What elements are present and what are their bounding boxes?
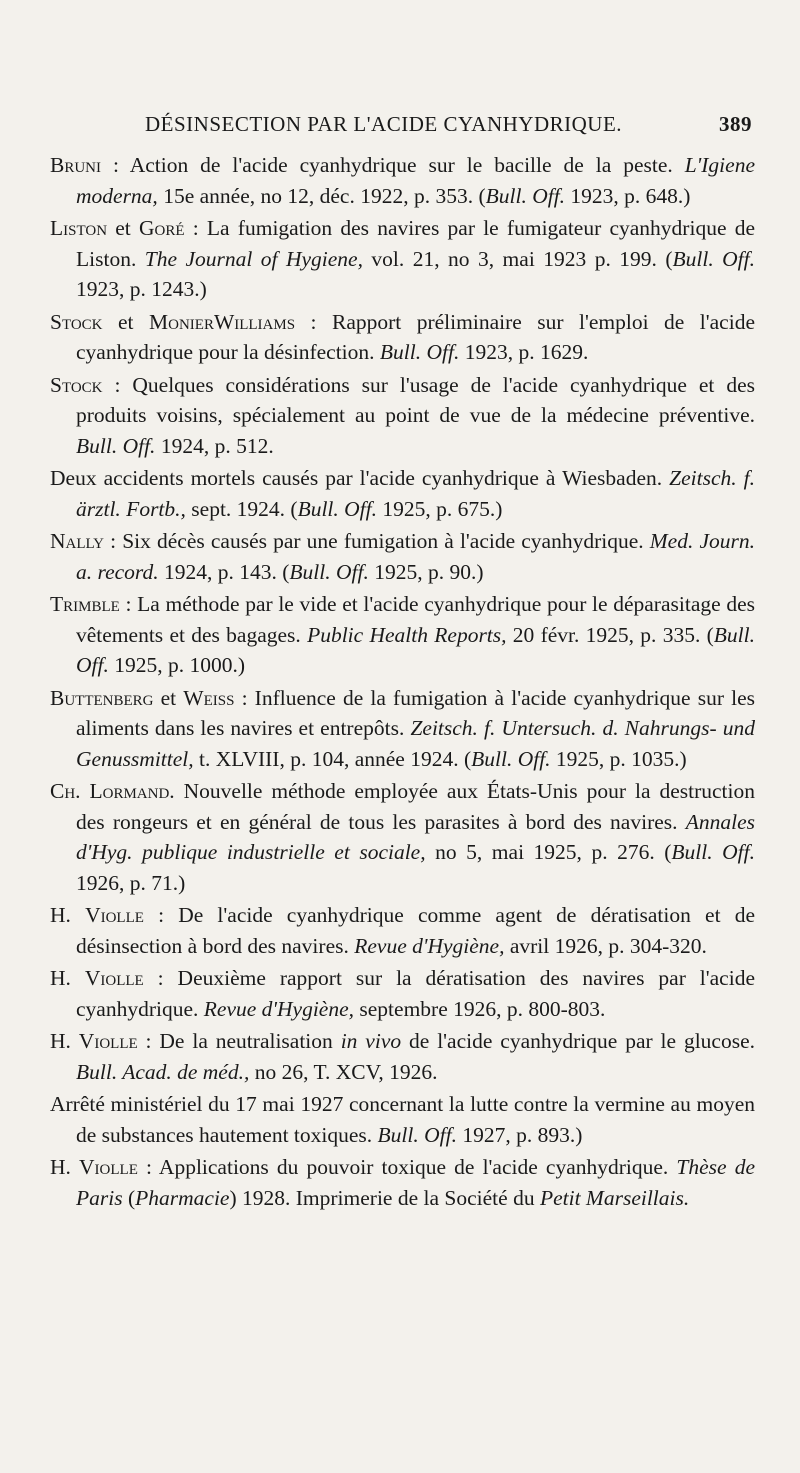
entry-text: : Quelques considérations sur l'usage de l'acide cyanhydrique et des produits voisins, spécialement au point de vue de la médecine préventive. xyxy=(76,372,755,427)
entry-text: 1925, p. 1000.) xyxy=(108,653,246,677)
running-header xyxy=(145,112,752,146)
entry-text: : Applications du pouvoir toxique de l'acide cyanhydrique. xyxy=(137,1155,677,1179)
entry-text: : Action de l'acide cyanhydrique sur le bacille de la peste. xyxy=(101,153,685,177)
bibliography-entry xyxy=(50,463,755,524)
author-name: Violle xyxy=(79,1155,138,1179)
author-name: MonierWilliams xyxy=(149,309,296,334)
bibliography-entry xyxy=(50,307,755,368)
bibliography-entry xyxy=(50,213,755,305)
running-title: DÉSINSECTION PAR L'ACIDE CYANHYDRIQUE. xyxy=(145,112,623,136)
entry-text: ) 1928. Imprimerie de la Société du xyxy=(229,1185,540,1210)
author-name: Liston xyxy=(50,216,108,240)
source-title: Public Health Reports, xyxy=(307,622,507,647)
entry-text: 15e année, no 12, déc. 1922, p. 353. ( xyxy=(157,183,486,208)
entry-text: t. XLVIII, p. 104, année 1924. ( xyxy=(193,746,472,771)
entry-text: et xyxy=(102,309,149,334)
source-title: Bull. Off. xyxy=(76,622,755,677)
source-title: Zeitsch. f. ärztl. Fortb., xyxy=(76,466,755,521)
bibliography-entry xyxy=(50,963,755,1024)
entry-text: de l'acide cyanhydrique par le glucose. xyxy=(401,1029,755,1053)
source-title: Bull. Off. xyxy=(485,183,566,208)
entry-text: H. xyxy=(50,903,86,927)
entry-text: 1923, p. 648.) xyxy=(565,183,691,208)
source-title: Bull. Off. xyxy=(379,340,460,364)
entry-text: Arrêté ministériel du 17 mai 1927 concernant la lutte contre la vermine au moyen de substances hautement toxiques. xyxy=(50,1092,755,1147)
author-name: Goré xyxy=(138,216,185,240)
entry-text: et xyxy=(107,216,139,240)
author-name: Trimble xyxy=(50,592,120,616)
entry-text: 20 févr. 1925, p. 335. ( xyxy=(506,622,714,647)
source-title: Bull. Off. xyxy=(377,1122,457,1147)
bibliography-entry xyxy=(50,1152,755,1213)
source-title: Petit Marseillais. xyxy=(539,1185,690,1210)
entry-text: 1927, p. 893.) xyxy=(456,1122,583,1147)
source-title: Annales d'Hyg. publique industrielle et sociale, xyxy=(76,809,755,864)
entry-text: et xyxy=(153,685,184,710)
source-title: Bull. Off. xyxy=(297,496,378,521)
author-name: Nally xyxy=(50,529,105,553)
bibliography-entry xyxy=(50,900,755,961)
entry-text: 1925, p. 675.) xyxy=(377,496,503,521)
entry-text: no 5, mai 1925, p. 276. ( xyxy=(425,840,672,864)
entry-text: 1924, p. 143. ( xyxy=(158,559,290,584)
bibliography-entry xyxy=(50,1089,755,1150)
entry-text: vol. 21, no 3, mai 1923 p. 199. ( xyxy=(362,246,673,271)
entry-text: : La fumigation des navires par le fumigateur cyanhydrique de Liston. xyxy=(76,216,755,271)
bibliography-entry xyxy=(50,776,755,898)
author-name: Stock xyxy=(50,372,103,397)
entry-text: 1923, p. 1629. xyxy=(459,340,589,364)
author-name: Stock xyxy=(50,309,103,334)
author-name: Violle xyxy=(84,966,144,990)
entry-text: 1923, p. 1243.) xyxy=(76,277,207,301)
bibliography-entry xyxy=(50,370,755,462)
bibliography-entry xyxy=(50,150,755,211)
source-title: Pharmacie xyxy=(135,1185,230,1210)
entry-text: H. xyxy=(50,1155,80,1179)
entry-text: H. xyxy=(50,966,85,990)
source-title: Bull. Off. xyxy=(671,840,755,864)
bibliography-entry xyxy=(50,589,755,681)
author-name: Violle xyxy=(78,1029,138,1053)
source-title: Bull. Off. xyxy=(289,559,369,584)
source-title: Thèse de Paris xyxy=(76,1155,755,1210)
entry-text: : Rapport préliminaire sur l'emploi de l'acide cyanhydrique pour la désinfection. xyxy=(76,309,755,364)
entry-text: 1925, p. 1035.) xyxy=(550,746,687,771)
entry-text: : De la neutralisation xyxy=(137,1029,341,1053)
source-title: Bull. Off. xyxy=(672,246,755,271)
page-number: 389 xyxy=(719,112,752,136)
author-name: Ch. Lormand. xyxy=(50,779,175,803)
bibliography-entry xyxy=(50,526,755,587)
entry-text: : Deuxième rapport sur la dératisation des navires par l'acide cyanhydrique. xyxy=(76,966,755,1021)
author-name: Buttenberg xyxy=(50,685,154,710)
source-title: Zeitsch. f. Untersuch. d. Nahrungs- und Genussmittel, xyxy=(76,716,755,771)
entry-text: 1926, p. 71.) xyxy=(76,870,186,895)
source-title: The Journal of Hygiene, xyxy=(144,246,363,271)
source-title: Med. Journ. a. record. xyxy=(76,529,755,584)
source-title: Bull. Off. xyxy=(471,746,551,771)
entry-text: : De l'acide cyanhydrique comme agent de dératisation et de désinsection à bord des navires. xyxy=(76,903,755,958)
author-name: Violle xyxy=(85,903,144,927)
entry-text: septembre 1926, p. 800-803. xyxy=(354,996,606,1021)
source-title: Revue d'Hygiène, xyxy=(203,996,355,1021)
entry-text: H. xyxy=(50,1029,79,1053)
entry-text: : La méthode par le vide et l'acide cyanhydrique pour le déparasitage des vêtements et des bagages. xyxy=(76,592,755,647)
source-title: Revue d'Hygiène, xyxy=(354,933,505,958)
author-name: Weiss xyxy=(183,685,235,710)
source-title: Bull. Acad. de méd., xyxy=(76,1059,250,1084)
source-title: Bull. Off. xyxy=(76,433,156,458)
author-name: Bruni xyxy=(50,153,102,177)
source-title: L'Igiene moderna, xyxy=(76,153,755,208)
entry-text: Nouvelle méthode employée aux États-Unis pour la destruction des rongeurs et en général de tous les parasites à bord des navires. xyxy=(76,779,755,834)
source-title: in vivo xyxy=(340,1029,402,1053)
entry-text: 1924, p. 512. xyxy=(155,433,274,458)
entry-text: Deux accidents mortels causés par l'acide cyanhydrique à Wiesbaden. xyxy=(50,466,670,490)
entry-text: ( xyxy=(122,1185,136,1210)
bibliography-entry xyxy=(50,683,755,775)
entry-text: 1925, p. 90.) xyxy=(368,559,484,584)
bibliography-entry xyxy=(50,1026,755,1087)
entry-text: : Influence de la fumigation à l'acide cyanhydrique sur les aliments dans les navires et entrepôts. xyxy=(76,685,755,740)
bibliography-list xyxy=(50,150,755,1215)
entry-text: no 26, T. XCV, 1926. xyxy=(249,1059,438,1084)
entry-text: avril 1926, p. 304-320. xyxy=(504,933,707,958)
entry-text: : Six décès causés par une fumigation à l'acide cyanhydrique. xyxy=(104,529,650,553)
entry-text: sept. 1924. ( xyxy=(185,496,298,521)
